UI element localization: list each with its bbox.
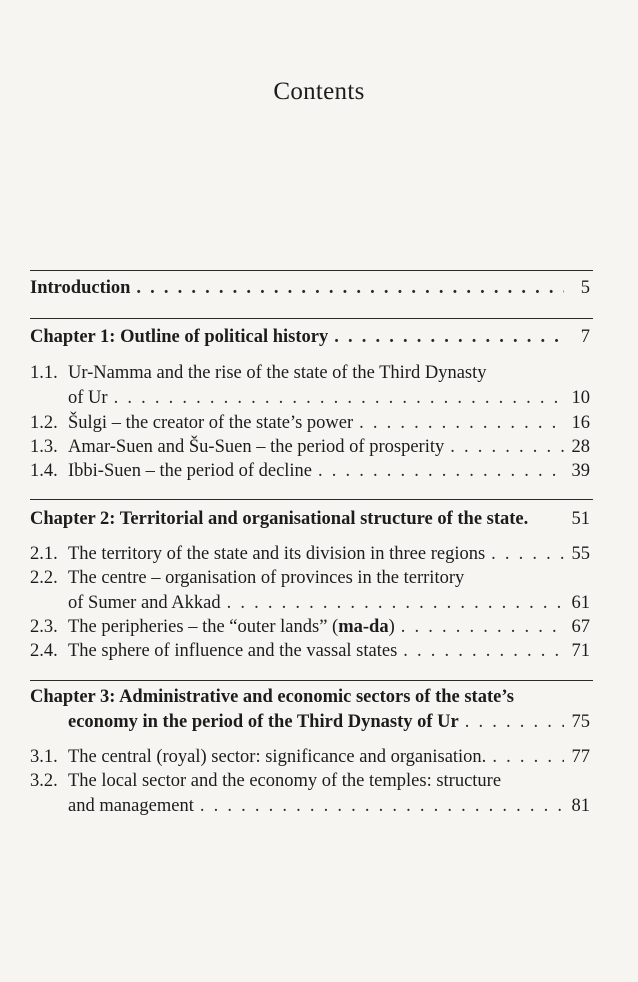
leader-dots	[395, 614, 564, 640]
leader-dots	[328, 324, 564, 350]
leader-dots	[108, 385, 564, 411]
section-rule	[30, 499, 593, 500]
toc-page-number: 61	[571, 593, 590, 613]
toc-entry-1-2[interactable]	[30, 410, 590, 436]
leader-dots	[459, 709, 564, 735]
toc-section-number: 2.4.	[30, 641, 58, 661]
toc-entry-title: The centre – organisation of provinces in the territory	[68, 568, 465, 588]
toc-entry-title: Amar-Suen and Šu-Suen – the period of prosperity	[68, 437, 445, 457]
toc-section-number: 3.2.	[30, 771, 58, 791]
leader-dots	[353, 410, 564, 436]
toc-entry-title: The peripheries – the “outer lands” (ma-da)	[68, 617, 395, 637]
toc-page-number: 75	[571, 712, 590, 732]
toc-entry-title: The central (royal) sector: significance and organisation.	[68, 747, 487, 767]
toc-page-number: 81	[571, 796, 590, 816]
toc-page-number: 67	[571, 617, 590, 637]
toc-entry-chapter-2[interactable]	[30, 506, 590, 532]
toc-entry-chapter-3[interactable]	[30, 684, 590, 710]
toc-section-number: 1.4.	[30, 461, 58, 481]
toc-entry-chapter-1[interactable]	[30, 324, 590, 350]
toc-entry-1-3[interactable]	[30, 434, 590, 460]
toc-entry-title: and management	[68, 796, 194, 816]
toc-entry-title: Ur-Namma and the rise of the state of the Third Dynasty	[68, 363, 487, 383]
toc-entry-title: economy in the period of the Third Dynasty of Ur	[68, 712, 459, 732]
toc-entry-title: of Ur	[68, 388, 108, 408]
toc-page-number: 51	[571, 509, 590, 529]
leader-dots	[486, 744, 564, 770]
sumerian-term: ma-da	[338, 617, 389, 637]
toc-page-number: 28	[571, 437, 590, 457]
toc-entry-title: Chapter 1: Outline of political history	[30, 327, 329, 347]
toc-section-number: 2.2.	[30, 568, 58, 588]
section-rule	[30, 680, 593, 681]
toc-page-number: 55	[571, 544, 590, 564]
toc-entry-1-1-continued[interactable]	[30, 385, 590, 411]
toc-entry-3-1[interactable]	[30, 744, 590, 770]
toc-page-number: 7	[580, 327, 590, 347]
toc-entry-title: Ibbi-Suen – the period of decline	[68, 461, 313, 481]
toc-entry-2-2-continued[interactable]	[30, 590, 590, 616]
toc-entry-title: The territory of the state and its division in three regions	[68, 544, 486, 564]
leader-dots	[194, 793, 564, 819]
leader-dots	[221, 590, 564, 616]
toc-entry-title: Chapter 2: Territorial and organisational structure of the state.	[30, 509, 529, 529]
toc-entry-3-2[interactable]	[30, 768, 590, 794]
toc-entry-1-1[interactable]	[30, 360, 590, 386]
toc-entry-title: The sphere of influence and the vassal states	[68, 641, 398, 661]
toc-section-number: 1.2.	[30, 413, 58, 433]
toc-entry-2-1[interactable]	[30, 541, 590, 567]
toc-section-number: 2.1.	[30, 544, 58, 564]
toc-entry-chapter-3-continued[interactable]	[30, 709, 590, 735]
toc-entry-title: of Sumer and Akkad	[68, 593, 221, 613]
section-rule	[30, 270, 593, 271]
toc-entry-2-3[interactable]	[30, 614, 590, 640]
toc-entry-1-4[interactable]	[30, 458, 590, 484]
toc-page-number: 5	[580, 278, 590, 298]
toc-section-number: 1.1.	[30, 363, 58, 383]
leader-dots	[444, 434, 564, 460]
toc-entry-title: The local sector and the economy of the temples: structure	[68, 771, 502, 791]
toc-page-number: 39	[571, 461, 590, 481]
toc-page-number: 16	[571, 413, 590, 433]
leader-dots	[397, 638, 564, 664]
page-title: Contents	[273, 78, 365, 105]
toc-page-number: 77	[571, 747, 590, 767]
leader-dots	[485, 541, 564, 567]
toc-page-number: 10	[571, 388, 590, 408]
toc-entry-title: Šulgi – the creator of the state’s power	[68, 413, 354, 433]
leader-dots	[312, 458, 564, 484]
toc-entry-introduction[interactable]	[30, 275, 590, 301]
leader-dots	[130, 275, 564, 301]
toc-entry-title: Introduction	[30, 278, 131, 298]
toc-entry-title: Chapter 3: Administrative and economic sectors of the state’s	[30, 687, 515, 707]
toc-entry-2-4[interactable]	[30, 638, 590, 664]
toc-section-number: 1.3.	[30, 437, 58, 457]
toc-section-number: 2.3.	[30, 617, 58, 637]
toc-section-number: 3.1.	[30, 747, 58, 767]
toc-page-number: 71	[571, 641, 590, 661]
toc-entry-3-2-continued[interactable]	[30, 793, 590, 819]
toc-entry-2-2[interactable]	[30, 565, 590, 591]
section-rule	[30, 318, 593, 319]
